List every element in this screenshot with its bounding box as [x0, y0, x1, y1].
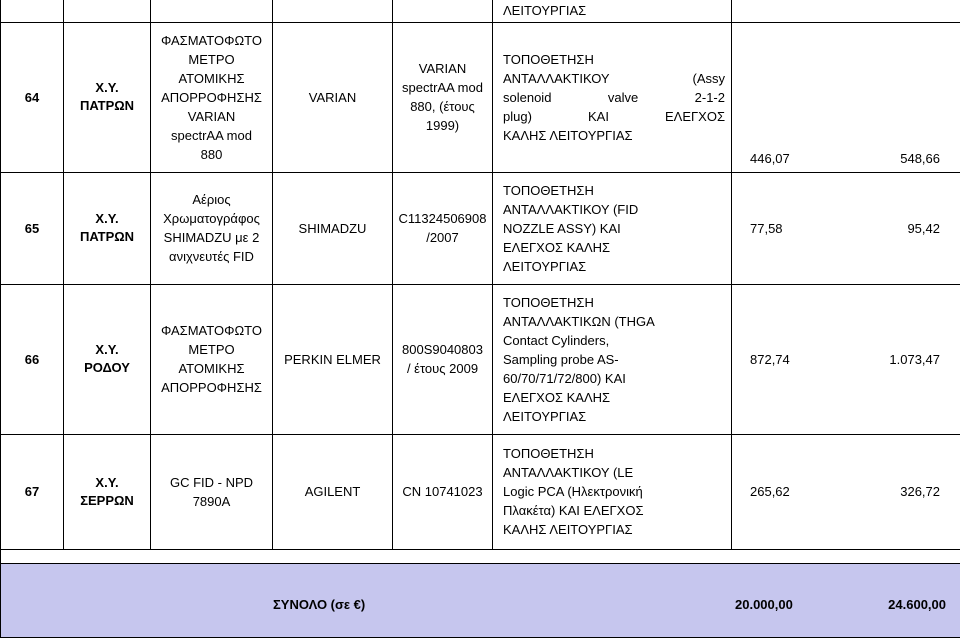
maker-cell: VARIAN: [273, 22, 393, 172]
spacer-row: [1, 549, 960, 563]
lab-cell: Χ.Υ. ΡΟΔΟΥ: [64, 284, 151, 434]
row-number: 67: [1, 434, 64, 549]
maker-cell: AGILENT: [273, 434, 393, 549]
lab-cell: Χ.Υ. ΣΕΡΡΩΝ: [64, 434, 151, 549]
total-label: ΣΥΝΟΛΟ (σε €): [273, 596, 366, 612]
continuation-row: [1, 0, 960, 22]
model-cell: CN 10741023: [393, 434, 493, 549]
price-net: 77,58: [750, 220, 783, 236]
model-cell: C11324506908 /2007: [393, 172, 493, 284]
model-cell: VARIAN spectrAA mod 880, (έτους 1999): [393, 22, 493, 172]
lab-cell: Χ.Υ. ΠΑΤΡΩΝ: [64, 22, 151, 172]
maker-cell: SHIMADZU: [273, 172, 393, 284]
model-cell: 800S9040803 / έτους 2009: [393, 284, 493, 434]
total-gross: 24.600,00: [888, 596, 946, 612]
lab-cell: Χ.Υ. ΠΑΤΡΩΝ: [64, 172, 151, 284]
row-number: 65: [1, 172, 64, 284]
work-cell: ΤΟΠΟΘΕΤΗΣΗ ΑΝΤΑΛΛΑΚΤΙΚΟΥ (LE Logic PCA (Ηλεκτρονική Πλακέτα) ΚΑΙ ΕΛΕΓΧΟΣ ΚΑΛΗΣ ΛΕΙΤΟΥΡΓΙΑΣ: [493, 434, 732, 549]
price-gross: 326,72: [900, 484, 940, 499]
table-row: [1, 172, 960, 284]
work-cell: ΤΟΠΟΘΕΤΗΣΗ ΑΝΤΑΛΛΑΚΤΙΚΟΥ (FID NOZZLE ASSY) ΚΑΙ ΕΛΕΓΧΟΣ ΚΑΛΗΣ ΛΕΙΤΟΥΡΓΙΑΣ: [493, 172, 732, 284]
price-net: 872,74: [750, 351, 790, 367]
work-cell: ΤΟΠΟΘΕΤΗΣΗ ΑΝΤΑΛΛΑΚΤΙΚΩΝ (THGA Contact Cylinders, Sampling probe AS- 60/70/71/72/800) ΚΑΙ ΕΛΕΓΧΟΣ ΚΑΛΗΣ ΛΕΙΤΟΥΡΓΙΑΣ: [493, 284, 732, 434]
maker-cell: PERKIN ELMER: [273, 284, 393, 434]
total-net: 20.000,00: [735, 596, 793, 612]
price-net: 265,62: [750, 484, 790, 499]
price-gross: 95,42: [907, 220, 940, 236]
table-row: [1, 22, 960, 172]
table-row: [1, 284, 960, 434]
instrument-cell: ΦΑΣΜΑΤΟΦΩΤΟ ΜΕΤΡΟ ΑΤΟΜΙΚΗΣ ΑΠΟΡΡΟΦΗΣΗΣ VARIAN spectrAA mod 880: [151, 22, 273, 172]
instrument-cell: Αέριος Χρωματογράφος SHIMADZU με 2 ανιχνευτές FID: [151, 172, 273, 284]
price-cell: [732, 172, 960, 284]
work-cell: ΤΟΠΟΘΕΤΗΣΗ ΑΝΤΑΛΛΑΚΤΙΚΟΥ (Assy solenoid valve 2-1-2 plug) ΚΑΙ ΕΛΕΓΧΟΣ ΚΑΛΗΣ ΛΕΙΤΟΥΡΓΙΑΣ: [493, 22, 732, 172]
price-cell: [732, 22, 960, 172]
row-number: 66: [1, 284, 64, 434]
price-cell: [732, 284, 960, 434]
price-gross: 1.073,47: [889, 351, 940, 367]
total-row: [1, 563, 960, 637]
price-cell: [732, 434, 960, 549]
continuation-text: ΛΕΙΤΟΥΡΓΙΑΣ: [493, 0, 732, 22]
row-number: 64: [1, 22, 64, 172]
instrument-cell: GC FID - NPD 7890A: [151, 434, 273, 549]
price-gross: 548,66: [900, 150, 940, 166]
table-row: [1, 434, 960, 549]
price-net: 446,07: [750, 150, 790, 166]
instrument-cell: ΦΑΣΜΑΤΟΦΩΤΟ ΜΕΤΡΟ ΑΤΟΜΙΚΗΣ ΑΠΟΡΡΟΦΗΣΗΣ: [151, 284, 273, 434]
